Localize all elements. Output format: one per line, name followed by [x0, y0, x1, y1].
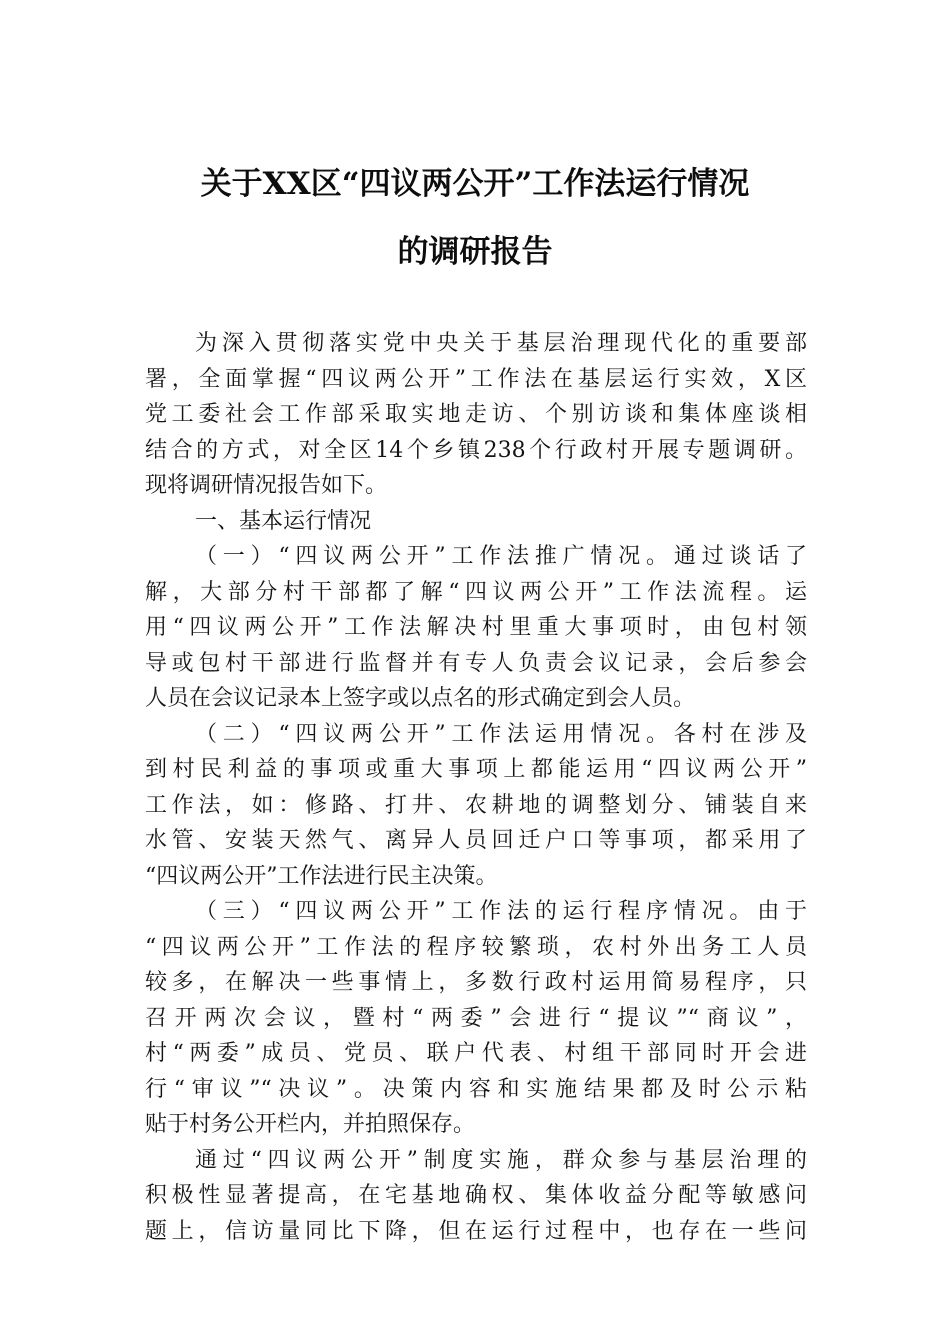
body-text-line: 召开两次会议，暨村“两委”会进行“提议”“商议”， — [145, 1005, 807, 1031]
body-text-line: 工作法，如：修路、打井、农耕地的调整划分、铺装自来 — [145, 792, 807, 818]
body-text-line: （二）“四议两公开”工作法运用情况。各村在涉及 — [195, 721, 807, 747]
body-text-line: 到村民利益的事项或重大事项上都能运用“四议两公开” — [145, 757, 807, 782]
section-heading: 一、基本运行情况 — [195, 508, 372, 534]
body-text-line: 结合的方式，对全区14个乡镇238个行政村开展专题调研。 — [145, 437, 807, 463]
body-text-line: 人员在会议记录本上签字或以点名的形式确定到会人员。 — [145, 686, 696, 711]
body-text-line: 村“两委”成员、党员、联户代表、村组干部同时开会进 — [145, 1041, 807, 1066]
body-text-line: 署，全面掌握“四议两公开”工作法在基层运行实效，X区 — [145, 366, 807, 392]
body-text-line: “四议两公开”工作法的程序较繁琐，农村外出务工人员 — [145, 934, 807, 960]
body-text-line: 较多，在解决一些事情上，多数行政村运用简易程序，只 — [145, 970, 807, 995]
body-text-line: 现将调研情况报告如下。 — [145, 473, 388, 498]
document-title-line-1: 关于XX区“四议两公开”工作法运行情况 — [200, 166, 750, 202]
body-text-line: 贴于村务公开栏内，并拍照保存。 — [145, 1112, 476, 1137]
body-text-line: 为深入贯彻落实党中央关于基层治理现代化的重要部 — [195, 331, 807, 356]
body-text-line: 题上，信访量同比下降，但在运行过程中，也存在一些问 — [145, 1218, 807, 1244]
body-text-line: 解，大部分村干部都了解“四议两公开”工作法流程。运 — [145, 579, 807, 605]
body-text-line: 导或包村干部进行监督并有专人负责会议记录，会后参会 — [145, 650, 807, 676]
body-text-line: 通过“四议两公开”制度实施，群众参与基层治理的 — [195, 1147, 807, 1173]
body-text-line: “四议两公开”工作法进行民主决策。 — [145, 863, 498, 889]
body-text-line: 行“审议”“决议”。决策内容和实施结果都及时公示粘 — [145, 1076, 807, 1102]
body-text-line: 用“四议两公开”工作法解决村里重大事项时，由包村领 — [145, 615, 807, 640]
body-text-line: 党工委社会工作部采取实地走访、个别访谈和集体座谈相 — [145, 402, 807, 427]
body-text-line: 积极性显著提高，在宅基地确权、集体收益分配等敏感问 — [145, 1183, 807, 1208]
body-text-line: （一）“四议两公开”工作法推广情况。通过谈话了 — [195, 544, 807, 569]
document-body — [145, 326, 807, 1249]
document-title-line-2: 的调研报告 — [397, 234, 553, 270]
body-text-line: 水管、安装天然气、离异人员回迁户口等事项，都采用了 — [145, 828, 807, 853]
body-text-line: （三）“四议两公开”工作法的运行程序情况。由于 — [195, 899, 807, 924]
